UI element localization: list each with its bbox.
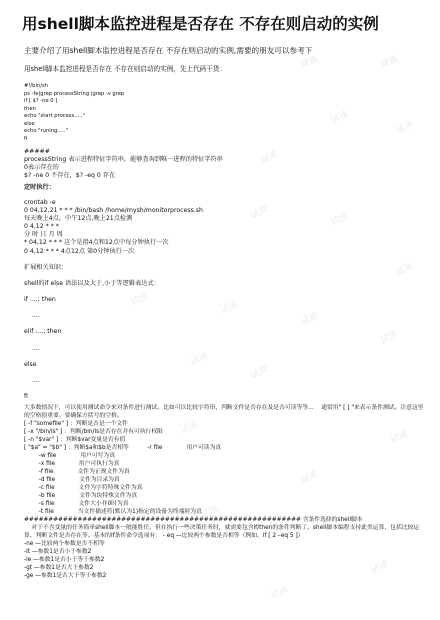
watermark: 试读 xyxy=(249,364,270,382)
watermark: 试读 xyxy=(299,469,320,487)
ext-heading: 扩展相关知识： xyxy=(24,264,68,271)
watermark: 试读 xyxy=(389,429,410,447)
watermark: 试读 xyxy=(329,109,350,127)
watermark: 试读 xyxy=(129,291,150,309)
watermark: 试读 xyxy=(299,54,320,72)
watermark: 试读 xyxy=(199,504,220,522)
watermark: 试读 xyxy=(379,329,400,347)
cron-heading: 定时执行： xyxy=(24,184,55,191)
intro-text: 主要介绍了用shell脚本监控进程是否存在 不存在则启动的实例,需要的朋友可以参考下 xyxy=(24,46,313,55)
watermark: 试读 xyxy=(269,584,290,602)
explain-text: ##### processString 表示进程特征字符串，能够查询到唯一进程的特征字符串 0表示存在的 $? -ne 0 不存在，$? -eq 0 存在 xyxy=(24,148,223,180)
watermark: 试读 xyxy=(189,351,210,369)
watermark: 试读 xyxy=(219,299,240,317)
ifelse-code: if ....; then .... elif ....; then .... else .... fi xyxy=(24,296,62,401)
watermark: 试读 xyxy=(179,419,200,437)
code-block: #!/bin/sh ps -fe|grep processString |grep -v grep if [ $? -ne 0 ] then echo "start process....." else echo "runing....." fi xyxy=(24,83,125,142)
watermark: 试读 xyxy=(329,211,350,229)
lead-text: 用shell脚本监控进程是否存在 不存在则启动的实例，先上代码干货： xyxy=(24,65,227,73)
watermark: 试读 xyxy=(379,54,400,72)
watermark: 试读 xyxy=(259,149,280,167)
cron-text: crontab -e 0 04,12,21 * * * /bin/bash /home/mysh/monitorprocess.sh 每天晚上4点，中午12点,晚上21点检测 0 4,12 * * * 分 时 日 月 周 * 04,12 * * * 这个是指4点和12点中每分钟执行一次 0 4,12 * * * 4点12点 第0分钟执行一次 xyxy=(24,199,203,255)
body-text: 大多数情况下，可以使用测试命令来对条件进行测试。比如可以比较字符串、判断文件是否存在及是否可读等等… 通常用" [ ] "来表示条件测试。注意这里的空格很重要。要确保方括号的空格。 [ -f "somefile" ] ：判断是否是一个文件 [ -x "/bin/ls" ] ：判断/bin/ls是否存在并有可执行权限 [ -n "$var" ] ：判断$var变量是否有值 [ "$a" = "$b" ] ：判断$a和$b是否相等 -r file 用户可读为真 -w file 用户可写为真 -x file 用户可执行为真 -f file 文件为正规文件为真 -d file 文件为目录为真 -c file 文件为字符特殊文件为真 -b file 文件为块特殊文件为真 -s file 文件大小非0时为真 -t file 当文件描述符(默认为1)指定的设备为终端时为真 ######################################################### 含条件选择的shell脚本 对于不含变量的任务简单shell脚本一般能胜任。但在执行一些决策任务时，就需要包含if/then的条件判断了。shell脚本编程支持此类运算，包括比较运算、判断文件是否存在等。基本的if条件命令选项有： - eq —比较两个参数是否相等（例如，if [ 2 –eq 5 ]） -ne —比较两个参数是否不相等 -lt —参数1是否小于参数2 -le —参数1是否小于等于参数2 -gt —参数1是否大于参数2 -ge —参数1是否大于等于参数2 xyxy=(24,405,424,579)
watermark: 试读 xyxy=(394,119,415,137)
ifelse-intro: shell的if else 语法以及大于,小于等逻辑表达式： xyxy=(24,280,160,287)
watermark: 试读 xyxy=(394,261,415,279)
watermark: 试读 xyxy=(249,204,270,222)
watermark: 试读 xyxy=(369,559,390,577)
watermark: 试读 xyxy=(299,311,320,329)
page-title: 用shell脚本监控进程是否存在 不存在则启动的实例 xyxy=(22,15,379,33)
